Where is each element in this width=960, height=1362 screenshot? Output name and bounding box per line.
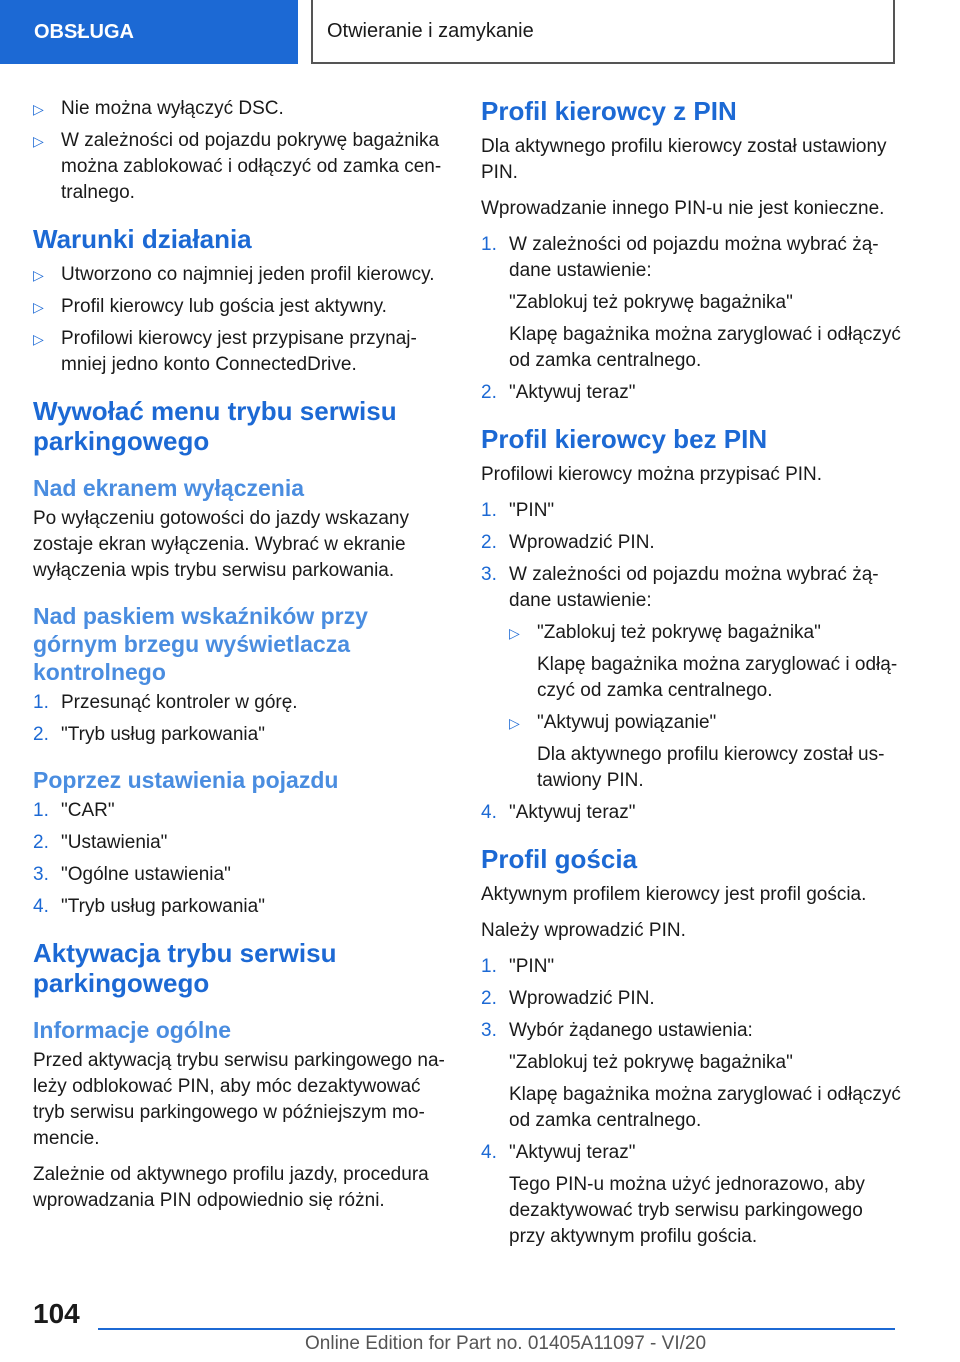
triangle-bullet-icon: ▷ — [33, 331, 44, 347]
list-item: ▷ Profilowi kierowcy jest przypisane przynajmniej jedno konto ConnectedDrive. — [33, 328, 417, 375]
step-number: 2. — [33, 724, 49, 745]
step-number: 2. — [481, 532, 497, 553]
paragraph: Przed aktywacją trybu serwisu parkingowego należy odblokować PIN, aby móc dezaktywować tryb serwisu parkingowego w późniejszym momencie. — [33, 1050, 445, 1149]
step-number: 1. — [481, 234, 497, 255]
paragraph: Po wyłączeniu gotowości do jazdy wskazany zostaje ekran wyłączenia. Wybrać w ekranie wyłączenia wpis trybu serwisu parkowania. — [33, 508, 409, 581]
list-item: 4. "Tryb usług parkowania" — [33, 894, 448, 920]
step-number: 3. — [33, 864, 49, 885]
list-item: 1. "CAR" — [33, 798, 448, 824]
step-number: 4. — [33, 896, 49, 917]
list-item: ▷ Nie można wyłączyć DSC. — [33, 96, 448, 122]
right-column — [481, 96, 901, 1256]
list-item: ▷ "Aktywuj powiązanie" Dla aktywnego profilu kierowcy został ustawiony PIN. — [509, 712, 885, 791]
step-number: 3. — [481, 1020, 497, 1041]
step-number: 1. — [33, 692, 49, 713]
intro-list — [33, 96, 448, 206]
list-item: ▷ "Zablokuj też pokrywę bagażnika" Klapę bagażnika można zaryglować i odłączyć od zamka centralnego. — [509, 622, 898, 701]
section-heading: Aktywacja trybu serwisu parkingowego — [33, 938, 337, 998]
steps-list — [33, 690, 448, 748]
list-item: 2. "Tryb usług parkowania" — [33, 722, 448, 748]
paragraph: Zależnie od aktywnego profilu jazdy, procedura wprowadzania PIN odpowiednio się różni. — [33, 1164, 429, 1211]
triangle-bullet-icon: ▷ — [33, 101, 44, 117]
section-heading: Profil kierowcy bez PIN — [481, 424, 768, 454]
list-item: ▷ Profil kierowcy lub gościa jest aktywny. — [33, 294, 448, 320]
section-heading: Profil kierowcy z PIN — [481, 96, 737, 126]
subsection-heading: Nad ekranem wyłączenia — [33, 475, 305, 501]
options-list — [509, 620, 901, 794]
list-item: 2. Wprowadzić PIN. — [481, 986, 901, 1012]
steps-list — [481, 232, 901, 406]
step-number: 2. — [481, 382, 497, 403]
step-number: 4. — [481, 802, 497, 823]
triangle-bullet-icon: ▷ — [33, 133, 44, 149]
list-item: 3. W zależności od pojazdu można wybrać żądane ustawienie: ▷ "Zablokuj też pokrywę bagażnika" Klapę bagażnika można zaryglować i odłączyć od zamka centralnego. ▷ "Aktywuj powiązanie" Dla aktywnego profilu kierowcy został ustawiony PIN. — [481, 562, 901, 794]
list-item: ▷ W zależności od pojazdu pokrywę bagażnika można zablokować i odłączyć od zamka centralnego. — [33, 130, 442, 203]
triangle-bullet-icon: ▷ — [509, 715, 520, 731]
page-number: 104 — [33, 1298, 80, 1329]
conditions-list — [33, 262, 448, 378]
paragraph: Aktywnym profilem kierowcy jest profil gościa. — [481, 884, 867, 905]
list-item: 4. "Aktywuj teraz" Tego PIN-u można użyć jednorazowo, aby dezaktywować tryb serwisu parkingowego przy aktywnym profilu gościa. — [481, 1142, 865, 1247]
list-item: 1. Przesunąć kontroler w górę. — [33, 690, 448, 716]
triangle-bullet-icon: ▷ — [509, 625, 520, 641]
paragraph: Wprowadzanie innego PIN-u nie jest konieczne. — [481, 198, 885, 219]
section-label: OBSŁUGA — [34, 20, 134, 43]
list-item: 2. "Ustawienia" — [33, 830, 448, 856]
subsection-heading: Informacje ogólne — [33, 1017, 232, 1043]
list-item: 1. "PIN" — [481, 954, 901, 980]
step-number: 1. — [33, 800, 49, 821]
steps-list — [481, 498, 901, 826]
triangle-bullet-icon: ▷ — [33, 299, 44, 315]
list-item: 3. Wybór żądanego ustawienia: "Zablokuj też pokrywę bagażnika" Klapę bagażnika można zaryglować i odłączyć od zamka centralnego. — [481, 1020, 901, 1131]
step-number: 2. — [33, 832, 49, 853]
list-item: 1. "PIN" — [481, 498, 901, 524]
step-number: 3. — [481, 564, 497, 585]
step-number: 1. — [481, 500, 497, 521]
step-number: 1. — [481, 956, 497, 977]
section-heading: Warunki działania — [33, 224, 252, 254]
chapter-title — [311, 0, 895, 64]
list-item: 1. W zależności od pojazdu można wybrać żądane ustawienie: "Zablokuj też pokrywę bagażnika" Klapę bagażnika można zaryglować i odłączyć od zamka centralnego. — [481, 234, 901, 371]
section-heading: Wywołać menu trybu serwisu parkingowego — [33, 396, 397, 456]
steps-list — [33, 798, 448, 920]
footer-divider — [98, 1328, 895, 1330]
steps-list — [481, 954, 901, 1250]
triangle-bullet-icon: ▷ — [33, 267, 44, 283]
list-item: 2. Wprowadzić PIN. — [481, 530, 901, 556]
list-item: 2. "Aktywuj teraz" — [481, 380, 901, 406]
chapter-title-text: Otwieranie i zamykanie — [327, 19, 534, 42]
subsection-heading: Poprzez ustawienia pojazdu — [33, 767, 339, 793]
section-heading: Profil gościa — [481, 844, 638, 874]
list-item: 4. "Aktywuj teraz" — [481, 800, 901, 826]
subsection-heading: Nad paskiem wskaźników przy górnym brzegu wyświetlacza kontrolnego — [33, 603, 368, 685]
paragraph: Profilowi kierowcy można przypisać PIN. — [481, 464, 823, 485]
left-column — [33, 96, 448, 1224]
footer-edition: Online Edition for Part no. 01405A11097 - VI/20 — [305, 1333, 707, 1354]
step-number: 2. — [481, 988, 497, 1009]
paragraph: Dla aktywnego profilu kierowcy został ustawiony PIN. — [481, 136, 887, 183]
list-item: 3. "Ogólne ustawienia" — [33, 862, 448, 888]
paragraph: Należy wprowadzić PIN. — [481, 920, 686, 941]
list-item: ▷ Utworzono co najmniej jeden profil kierowcy. — [33, 262, 448, 288]
step-number: 4. — [481, 1142, 497, 1163]
section-tab — [0, 0, 298, 64]
